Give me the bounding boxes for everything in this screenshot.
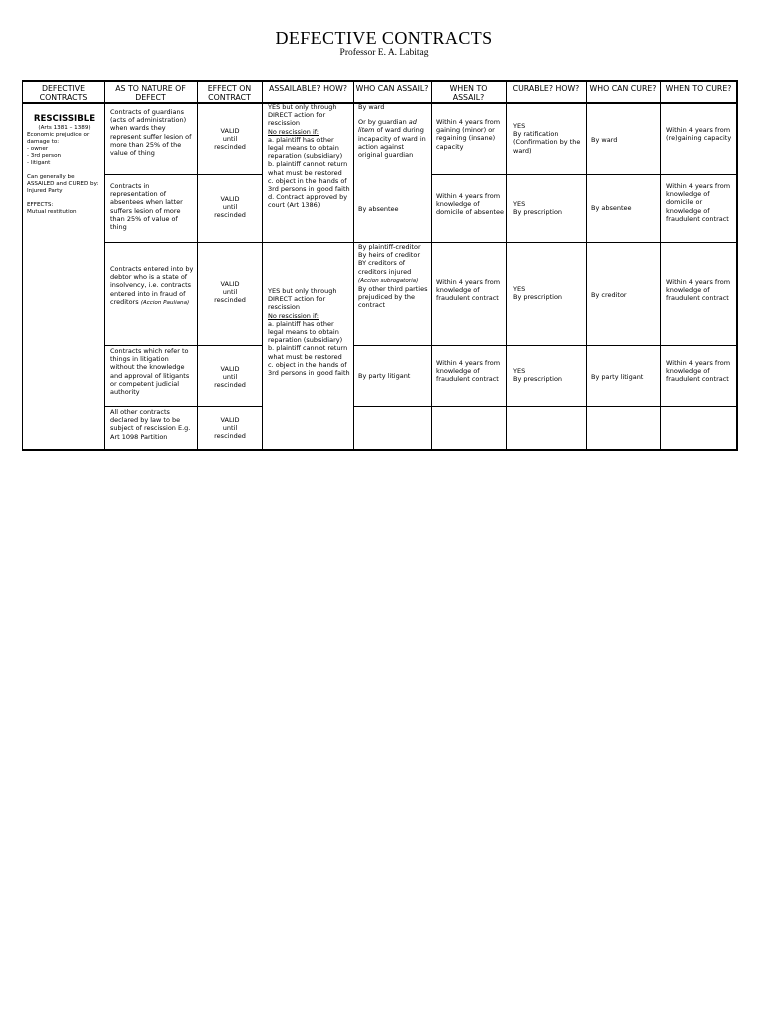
category-articles: (Arts 1381 – 1389) [38,124,91,131]
row-divider [431,406,737,407]
row-divider [104,242,262,243]
column-header: CURABLE? HOW? [512,84,580,93]
column-divider [104,82,105,449]
exception-d: d. Contract approved by court (Art 1386) [268,193,348,210]
who-assail-cell: By absentee [358,205,399,213]
who-assail-cell [358,243,429,309]
who-assail-cell [358,103,429,159]
when-cure-cell: Within 4 years from knowledge of domicile or knowledge of fraudulent contract [666,182,731,223]
nature-cell: Contracts in representation of absentees when latter suffers lesion of more than 25% of value of thing [110,182,183,231]
row-divider [104,174,262,175]
row-divider [104,345,262,346]
assail-by-heirs: By heirs of creditor [358,251,420,260]
curable-cell [513,367,584,383]
no-rescission-heading: No rescission if: [268,311,319,320]
who-cure-cell: By party litigant [591,373,644,381]
assail-by-creditors [358,259,429,284]
exception-a: a. plaintiff has other legal means to obtain reparation (subsidiary) [268,319,343,345]
who-cure-cell: By creditor [591,291,627,299]
curable-cell [513,285,584,301]
column-header: AS TO NATURE OF DEFECT [115,84,186,103]
curable-answer: YES [513,285,526,293]
column-header: WHEN TO CURE? [665,84,732,93]
row-divider [353,406,431,407]
exception-c: c. object in the hands of 3rd persons in good faith [268,360,350,377]
nature-italic-note: (Accion Pauliana) [140,299,190,306]
column-divider [660,82,661,449]
column-divider [353,82,354,449]
guardian-text: Or by guardian [358,118,407,127]
exception-a: a. plaintiff has other legal means to obtain reparation (subsidiary) [268,135,343,161]
curable-cell [513,200,584,216]
defective-contracts-table [22,80,738,451]
column-header: EFFECT ON CONTRACT [207,84,252,103]
assailable-cell [268,103,351,209]
column-divider [506,82,507,449]
column-header: DEFECTIVE CONTRACTS [39,84,88,103]
creditors-text: BY creditors of creditors injured [358,259,412,276]
when-cure-cell: Within 4 years from (re)gaining capacity [666,126,732,143]
guardian-italic: ad litem [358,118,417,135]
prejudice-owner: - owner [27,145,49,152]
curable-cell [513,122,584,155]
column-header: ASSAILABLE? HOW? [269,84,347,93]
effect-cell: VALID until rescinded [214,416,246,441]
guardian-text-rest: of ward during incapacity of ward in action against original guardian [358,126,426,159]
assail-by-ward: By ward [358,103,385,111]
curable-method: By prescription [513,375,563,384]
column-header: WHEN TO ASSAIL? [449,84,488,103]
who-cure-cell: By ward [591,136,618,144]
prejudice-intro: Economic prejudice or damage to: [27,131,90,145]
effect-cell: VALID until rescinded [214,365,246,390]
column-divider [586,82,587,449]
column-divider [262,82,263,449]
nature-cell: Contracts of guardians (acts of administration) when wards they represent suffer lesion of more than 25% of the value of thing [110,108,192,157]
exception-b: b. plaintiff cannot return what must be restored [268,160,348,177]
nature-cell: All other contracts declared by law to be subject of rescission E.g. Art 1098 Partition [110,408,191,441]
when-assail-cell: Within 4 years from gaining (minor) or regaining (insane) capacity [436,118,501,151]
assail-by-third-parties: By other third parties prejudiced by the contract [358,284,428,310]
curable-answer: YES [513,122,526,130]
row-divider [104,406,262,407]
curable-answer: YES [513,367,526,375]
column-header: WHO CAN ASSAIL? [355,84,429,93]
category-cell [27,114,102,216]
when-cure-cell: Within 4 years from knowledge of fraudulent contract [666,278,731,303]
curable-method: By prescription [513,293,563,302]
prejudice-third-person: - 3rd person [27,153,62,160]
curable-method: By ratification (Confirmation by the ward) [513,130,581,155]
when-assail-cell: Within 4 years from knowledge of fraudulent contract [436,278,501,303]
who-assail-cell: By party litigant [358,372,411,380]
row-divider [431,345,737,346]
nature-text: Contracts entered into by debtor who is a state of insolvency, i.e. contracts entered into in fraud of creditors [110,265,194,306]
curable-answer: YES [513,200,526,208]
effect-cell: VALID until rescinded [214,195,246,220]
column-divider [431,82,432,449]
when-assail-cell: Within 4 years from knowledge of domicile of absentee [436,192,504,217]
assailable-intro: YES but only through DIRECT action for rescission [268,103,337,128]
when-assail-cell: Within 4 years from knowledge of fraudulent contract [436,359,501,384]
category-name: RESCISSIBLE [33,114,96,124]
prejudice-litigant: - litigant [27,160,51,167]
when-cure-cell: Within 4 years from knowledge of fraudulent contract [666,359,731,384]
column-divider [197,82,198,449]
curable-method: By prescription [513,208,563,217]
document-author: Professor E. A. Labitag [339,48,429,58]
exception-c: c. object in the hands of 3rd persons in good faith [268,176,350,193]
column-header: WHO CAN CURE? [589,84,657,93]
who-cure-cell: By absentee [591,204,632,212]
assailable-cell [268,287,351,377]
nature-cell [110,265,195,307]
effects-label: EFFECTS: [27,202,54,209]
general-note: Can generally be ASSAILED and CURED by: Injured Party [27,174,99,195]
effect-cell: VALID until rescinded [214,127,246,152]
exception-b: b. plaintiff cannot return what must be restored [268,344,348,361]
document-title: DEFECTIVE CONTRACTS [275,28,493,48]
row-divider [262,242,353,243]
assail-by-plaintiff: By plaintiff-creditor [358,243,421,251]
effects-value: Mutual restitution [27,209,77,216]
creditors-italic: (Accion subrogatoria) [358,277,419,284]
row-divider [431,242,737,243]
assail-by-guardian [358,118,429,159]
effect-cell: VALID until rescinded [214,280,246,305]
row-divider [431,174,737,175]
no-rescission-heading: No rescission if: [268,127,319,136]
assailable-intro: YES but only through DIRECT action for rescission [268,287,337,312]
row-divider [353,345,431,346]
nature-cell: Contracts which refer to things in litigation without the knowledge and approval of litigants or competent judicial authority [110,347,190,396]
